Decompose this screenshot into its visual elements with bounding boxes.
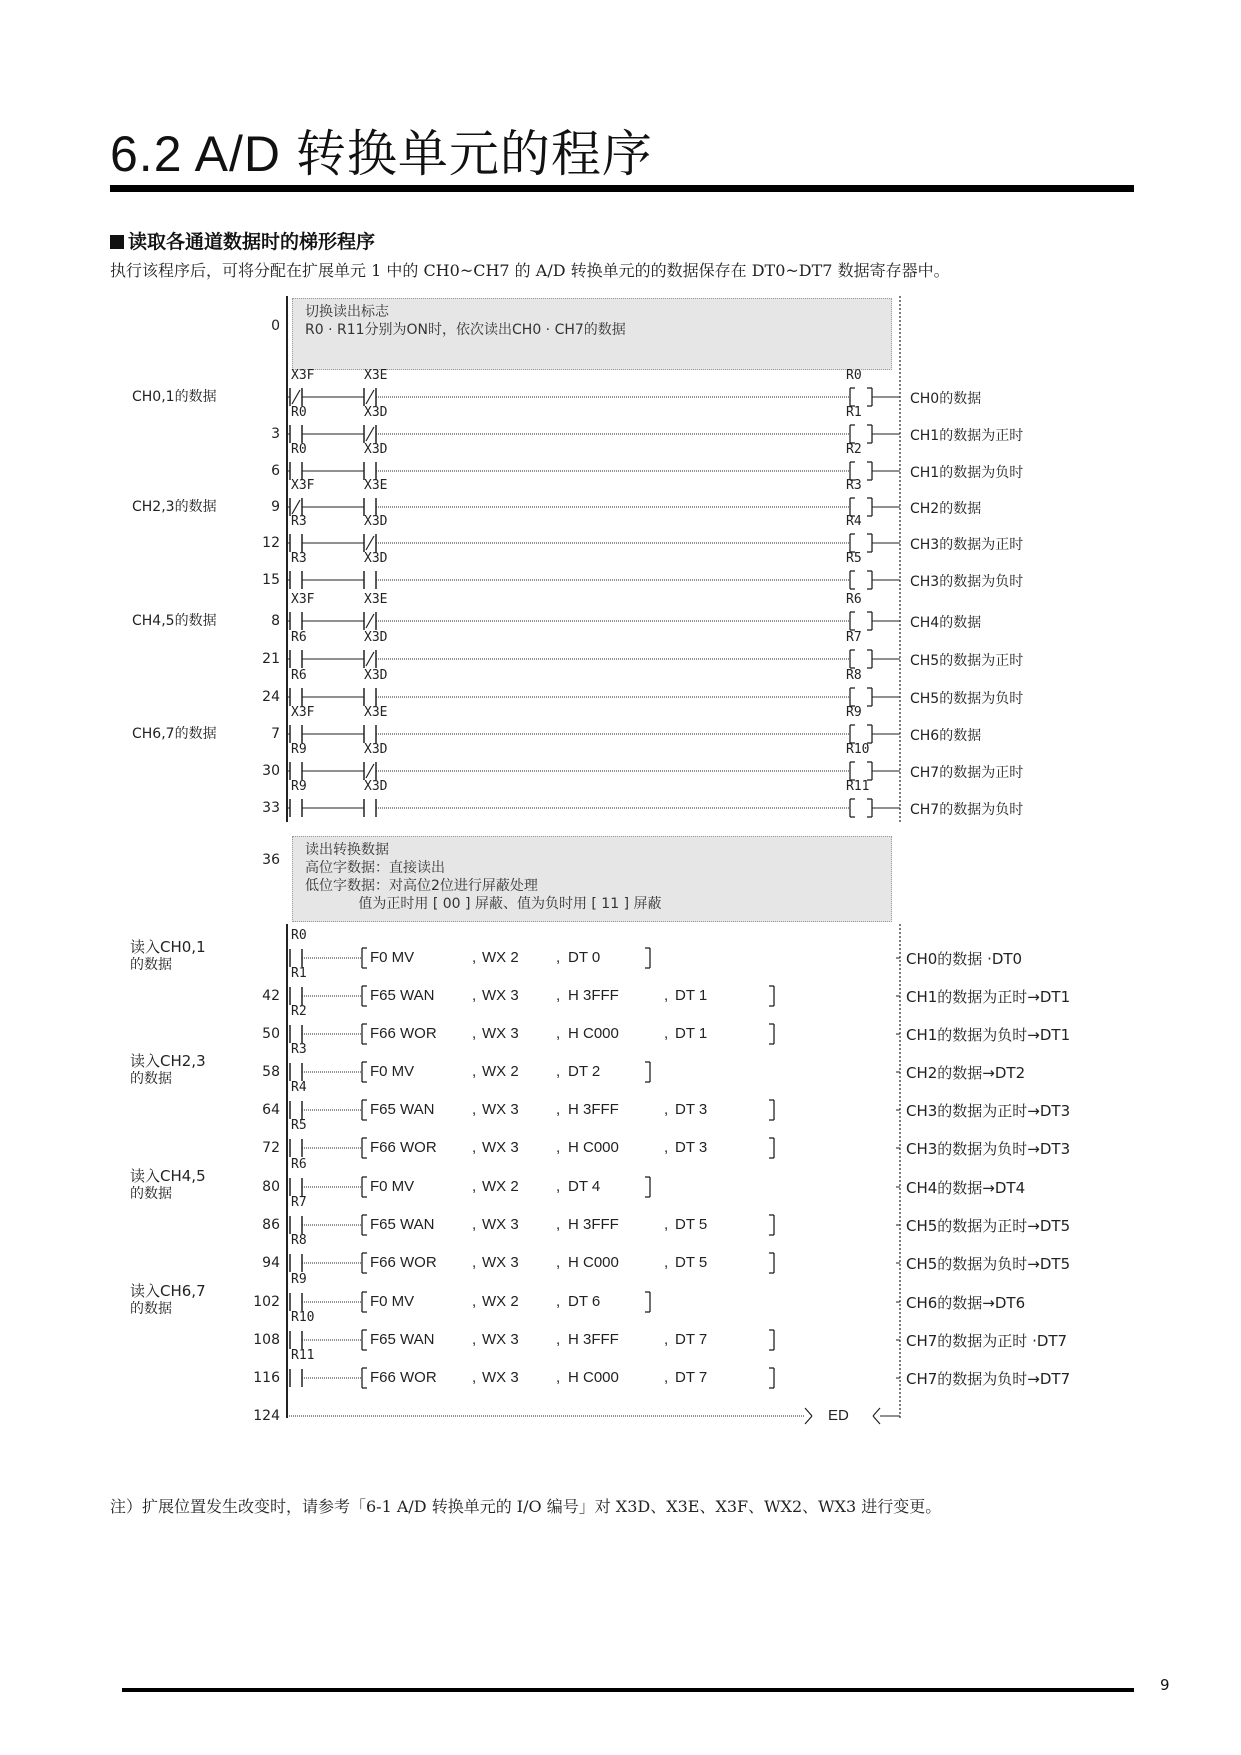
rung-description: CH5的数据为正时→DT5 (906, 1217, 1071, 1235)
step-number: 124 (253, 1408, 280, 1424)
operand-separator: , (664, 1216, 669, 1233)
contact-label: R4 (291, 1080, 307, 1095)
instruction-name: F0 MV (370, 1063, 415, 1080)
instruction-name: F65 WAN (370, 1216, 435, 1233)
operand: WX 3 (482, 1101, 519, 1118)
operand: DT 7 (675, 1369, 708, 1386)
coil-label: R0 (846, 368, 862, 383)
operand: WX 2 (482, 1063, 519, 1080)
operand-separator: , (472, 1139, 477, 1156)
operand: DT 3 (675, 1139, 708, 1156)
contact-label: X3F (291, 478, 315, 493)
instruction-name: F65 WAN (370, 987, 435, 1004)
step-number: 9 (271, 499, 280, 515)
step-number: 6 (271, 463, 280, 479)
contact-label: X3F (291, 592, 315, 607)
contact-label: R1 (291, 966, 307, 981)
contact-label: R9 (291, 1272, 307, 1287)
operand-separator: , (556, 1369, 561, 1386)
step-number: 50 (262, 1026, 280, 1042)
contact-label: R9 (291, 779, 307, 794)
operand-separator: , (472, 987, 477, 1004)
operand-separator: , (472, 1369, 477, 1386)
rung-description: CH6的数据→DT6 (906, 1294, 1026, 1312)
operand: WX 3 (482, 1254, 519, 1271)
comment-line: 低位字数据：对高位2位进行屏蔽处理 (305, 878, 538, 894)
coil-label: R6 (846, 592, 862, 607)
operand-separator: , (556, 949, 561, 966)
instruction-name: F66 WOR (370, 1254, 437, 1271)
operand-separator: , (472, 1293, 477, 1310)
operand-separator: , (472, 1178, 477, 1195)
contact-label: R3 (291, 1042, 307, 1057)
page-number: 9 (1160, 1676, 1170, 1694)
operand-separator: , (556, 1293, 561, 1310)
operand-separator: , (556, 1331, 561, 1348)
contact-label: R8 (291, 1233, 307, 1248)
operand: WX 3 (482, 1139, 519, 1156)
operand: DT 7 (675, 1331, 708, 1348)
step-number: 58 (262, 1064, 280, 1080)
contact-label: R0 (291, 405, 307, 420)
operand-separator: , (664, 1369, 669, 1386)
contact-negation-slash (366, 614, 374, 628)
contact-negation-slash (366, 652, 374, 666)
contact-label: R0 (291, 442, 307, 457)
contact-label: R3 (291, 551, 307, 566)
rung-description: CH5的数据为正时 (910, 653, 1024, 669)
rung-description: CH6的数据 (910, 728, 982, 744)
operand-separator: , (556, 987, 561, 1004)
step-number: 108 (253, 1332, 280, 1348)
step-number: 7 (271, 726, 280, 742)
operand-separator: , (556, 1254, 561, 1271)
contact-label: X3D (364, 742, 388, 757)
step-number: 102 (253, 1294, 280, 1310)
rung-description: CH1的数据为负时→DT1 (906, 1026, 1071, 1044)
operand-separator: , (556, 1216, 561, 1233)
operand-separator: , (664, 1025, 669, 1042)
contact-label: R5 (291, 1118, 307, 1133)
comment-line: 值为正时用 [ 00 ] 屏蔽、值为负时用 [ 11 ] 屏蔽 (305, 896, 662, 912)
contact-label: X3D (364, 405, 388, 420)
contact-label: R0 (291, 928, 307, 943)
operand: H C000 (568, 1025, 619, 1042)
page-title: 6.2 A/D 转换单元的程序 (110, 126, 653, 182)
operand-separator: , (664, 1331, 669, 1348)
rung-description: CH7的数据为负时→DT7 (906, 1370, 1071, 1388)
operand: H 3FFF (568, 1331, 619, 1348)
step-number: 86 (262, 1217, 280, 1233)
operand-separator: , (472, 1331, 477, 1348)
group-label: 的数据 (130, 1301, 172, 1317)
operand: H 3FFF (568, 1216, 619, 1233)
rung-description: CH3的数据为负时 (910, 574, 1024, 590)
operand: WX 3 (482, 987, 519, 1004)
end-bracket (805, 1408, 812, 1416)
operand-separator: , (472, 1063, 477, 1080)
operand-separator: , (664, 1254, 669, 1271)
step-number: 94 (262, 1255, 280, 1271)
rung-description: CH3的数据为负时→DT3 (906, 1140, 1071, 1158)
operand-separator: , (664, 987, 669, 1004)
rung-description: CH5的数据为负时 (910, 691, 1024, 707)
operand: DT 6 (568, 1293, 601, 1310)
operand: WX 3 (482, 1216, 519, 1233)
comment-block-read-conversion (292, 836, 892, 922)
group-label: CH2,3的数据 (132, 499, 217, 515)
step-number: 21 (262, 651, 280, 667)
contact-label: R2 (291, 1004, 307, 1019)
rung-description: CH2的数据→DT2 (906, 1064, 1026, 1082)
contact-negation-slash (366, 764, 374, 778)
instruction-name: F0 MV (370, 1178, 415, 1195)
comment-block-switch-flag (292, 298, 892, 370)
group-label: CH4,5的数据 (132, 613, 217, 629)
end-bracket (805, 1416, 812, 1424)
contact-label: R6 (291, 630, 307, 645)
step-number: 15 (262, 572, 280, 588)
comment-line: 读出转换数据 (305, 842, 389, 858)
operand: WX 3 (482, 1369, 519, 1386)
step-number: 24 (262, 689, 280, 705)
intro-paragraph: 执行该程序后，可将分配在扩展单元 1 中的 CH0~CH7 的 A/D 转换单元的的数据保存在 DT0~DT7 数据寄存器中。 (110, 261, 950, 280)
group-label: 的数据 (130, 1186, 172, 1202)
section-heading-text: 读取各通道数据时的梯形程序 (128, 231, 376, 253)
rung-description: CH7的数据为正时 ·DT7 (906, 1332, 1068, 1350)
operand: WX 2 (482, 949, 519, 966)
operand: DT 2 (568, 1063, 601, 1080)
operand: H 3FFF (568, 987, 619, 1004)
contact-negation-slash (366, 536, 374, 550)
instruction-name: F0 MV (370, 949, 415, 966)
instruction-name: F65 WAN (370, 1331, 435, 1348)
contact-label: X3F (291, 368, 315, 383)
operand-separator: , (472, 1254, 477, 1271)
operand: WX 2 (482, 1293, 519, 1310)
group-label: 读入CH0,1 (130, 938, 206, 956)
rung-description: CH1的数据为负时 (910, 465, 1024, 481)
coil-label: R3 (846, 478, 862, 493)
operand: DT 1 (675, 987, 708, 1004)
step-number: 8 (271, 613, 280, 629)
step-number: 36 (262, 852, 280, 868)
operand-separator: , (556, 1101, 561, 1118)
operand-separator: , (472, 1216, 477, 1233)
operand: DT 5 (675, 1216, 708, 1233)
group-label: 读入CH4,5 (130, 1167, 206, 1185)
contact-label: X3D (364, 630, 388, 645)
step-number: 3 (271, 426, 280, 442)
operand-separator: , (556, 1178, 561, 1195)
instruction-name: F0 MV (370, 1293, 415, 1310)
end-bracket (873, 1408, 880, 1416)
rung-description: CH7的数据为正时 (910, 765, 1024, 781)
contact-label: X3D (364, 551, 388, 566)
rung-description: CH1的数据为正时 (910, 428, 1024, 444)
contact-label: R6 (291, 668, 307, 683)
contact-label: X3D (364, 668, 388, 683)
end-bracket (873, 1416, 880, 1424)
contact-negation-slash (292, 500, 300, 514)
coil-label: R4 (846, 514, 862, 529)
comment-line: R0 · R11分别为ON时，依次读出CH0 · CH7的数据 (305, 322, 626, 338)
contact-label: X3E (364, 592, 388, 607)
contact-label: R9 (291, 742, 307, 757)
operand: DT 0 (568, 949, 601, 966)
operand: WX 2 (482, 1178, 519, 1195)
contact-label: X3D (364, 442, 388, 457)
group-label: CH6,7的数据 (132, 726, 217, 742)
rung-description: CH2的数据 (910, 501, 982, 517)
instruction-name: F66 WOR (370, 1369, 437, 1386)
step-number: 80 (262, 1179, 280, 1195)
operand: H C000 (568, 1369, 619, 1386)
comment-line: 切换读出标志 (305, 304, 389, 320)
contact-negation-slash (292, 390, 300, 404)
contact-label: X3E (364, 368, 388, 383)
step-number: 72 (262, 1140, 280, 1156)
rung-description: CH7的数据为负时 (910, 802, 1024, 818)
instruction-name: F65 WAN (370, 1101, 435, 1118)
operand-separator: , (664, 1139, 669, 1156)
operand: H C000 (568, 1254, 619, 1271)
contact-label: X3D (364, 779, 388, 794)
contact-label: X3E (364, 478, 388, 493)
operand: WX 3 (482, 1025, 519, 1042)
coil-label: R7 (846, 630, 862, 645)
coil-label: R10 (846, 742, 870, 757)
operand: DT 4 (568, 1178, 601, 1195)
instruction-name: F66 WOR (370, 1139, 437, 1156)
step-number: 33 (262, 800, 280, 816)
contact-label: R7 (291, 1195, 307, 1210)
step-number: 116 (253, 1370, 280, 1386)
group-label: 的数据 (130, 957, 172, 973)
operand-separator: , (472, 949, 477, 966)
coil-label: R1 (846, 405, 862, 420)
operand-separator: , (472, 1101, 477, 1118)
contact-label: R3 (291, 514, 307, 529)
coil-label: R9 (846, 705, 862, 720)
footnote: 注）扩展位置发生改变时，请参考「6-1 A/D 转换单元的 I/O 编号」对 X3D、X3E、X3F、WX2、WX3 进行变更。 (110, 1497, 942, 1516)
operand: DT 5 (675, 1254, 708, 1271)
group-label: 的数据 (130, 1071, 172, 1087)
coil-label: R2 (846, 442, 862, 457)
rung-description: CH4的数据 (910, 615, 982, 631)
contact-label: R6 (291, 1157, 307, 1172)
end-instruction: ED (828, 1407, 849, 1424)
rung-description: CH3的数据为正时→DT3 (906, 1102, 1071, 1120)
contact-label: X3F (291, 705, 315, 720)
operand: DT 3 (675, 1101, 708, 1118)
rung-description: CH5的数据为负时→DT5 (906, 1255, 1071, 1273)
contact-negation-slash (366, 390, 374, 404)
operand: H C000 (568, 1139, 619, 1156)
rung-description: CH4的数据→DT4 (906, 1179, 1026, 1197)
operand-separator: , (472, 1025, 477, 1042)
contact-label: X3E (364, 705, 388, 720)
contact-negation-slash (366, 427, 374, 441)
step-number: 12 (262, 535, 280, 551)
operand-separator: , (664, 1101, 669, 1118)
group-label: CH0,1的数据 (132, 389, 217, 405)
step-number: 42 (262, 988, 280, 1004)
operand-separator: , (556, 1025, 561, 1042)
instruction-name: F66 WOR (370, 1025, 437, 1042)
rung-description: CH1的数据为正时→DT1 (906, 988, 1071, 1006)
group-label: 读入CH6,7 (130, 1282, 206, 1300)
coil-label: R11 (846, 779, 870, 794)
operand-separator: , (556, 1063, 561, 1080)
step-number: 0 (271, 318, 280, 334)
rung-description: CH0的数据 ·DT0 (906, 950, 1023, 968)
group-label: 读入CH2,3 (130, 1052, 206, 1070)
rung-description: CH3的数据为正时 (910, 537, 1024, 553)
contact-label: R10 (291, 1310, 315, 1325)
coil-label: R8 (846, 668, 862, 683)
operand: DT 1 (675, 1025, 708, 1042)
contact-label: X3D (364, 514, 388, 529)
rung-description: CH0的数据 (910, 391, 982, 407)
operand: WX 3 (482, 1331, 519, 1348)
contact-label: R11 (291, 1348, 315, 1363)
operand: H 3FFF (568, 1101, 619, 1118)
step-number: 30 (262, 763, 280, 779)
step-number: 64 (262, 1102, 280, 1118)
footer-rule (122, 1688, 1134, 1692)
operand-separator: , (556, 1139, 561, 1156)
coil-label: R5 (846, 551, 862, 566)
comment-line: 高位字数据：直接读出 (305, 860, 445, 876)
